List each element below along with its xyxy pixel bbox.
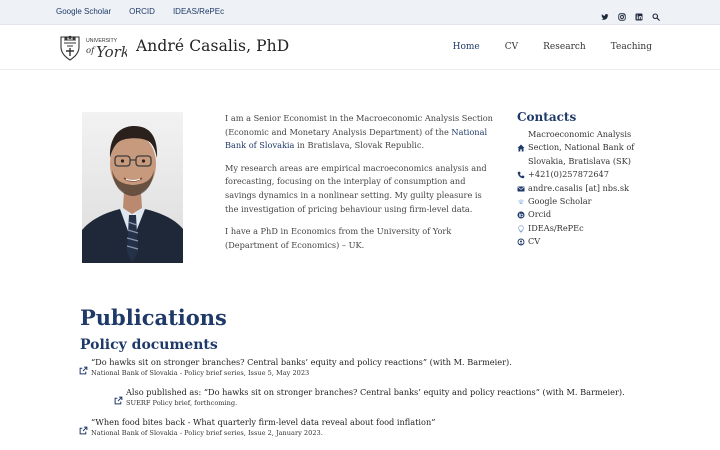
site-title[interactable]: André Casalis, PhD	[136, 37, 290, 55]
main-nav	[453, 42, 652, 52]
home-icon	[517, 141, 528, 168]
contact-phone[interactable]	[517, 168, 637, 181]
contact-ideas-repec[interactable]	[517, 222, 637, 235]
contacts-title: Contacts	[517, 110, 577, 124]
publication-title[interactable]: “When food bites back - What quarterly firm-level data reveal about food inflation”	[91, 417, 436, 427]
social-icons	[601, 6, 660, 14]
policy-documents-heading: Policy documents	[80, 337, 218, 353]
national-bank-link[interactable]: National Bank of Slovakia	[225, 126, 488, 151]
contact-text: Google Scholar	[528, 196, 592, 207]
nav-research[interactable]: Research	[543, 42, 586, 52]
site-header	[0, 25, 720, 70]
envelope-icon	[517, 182, 528, 195]
publication-item	[126, 387, 625, 409]
contact-text: Section, National Bank of Slovakia, Bratislava (SK)	[528, 142, 635, 166]
svg-text:York: York	[96, 43, 127, 61]
nav-teaching[interactable]: Teaching	[610, 42, 652, 52]
external-link-icon[interactable]	[114, 396, 123, 405]
university-of-york-logo[interactable]	[59, 34, 127, 62]
contact-address	[517, 141, 637, 168]
top-link-orcid[interactable]: ORCID	[129, 7, 155, 16]
contact-orcid[interactable]	[517, 208, 637, 221]
top-bar	[0, 0, 720, 25]
contact-google-scholar[interactable]	[517, 195, 637, 208]
lightbulb-icon	[517, 222, 528, 235]
phone-icon	[517, 168, 528, 181]
contacts-section	[517, 110, 637, 249]
contact-text: IDEAs/RePEc	[528, 222, 584, 233]
twitter-icon[interactable]	[601, 6, 609, 14]
orcid-icon	[517, 208, 528, 221]
bio-paragraph-2: My research areas are empirical macroeconomics analysis and forecasting, focusing on the interplay of consumption and savings dynamics in a nonlinear setting. My guilty pleasure is the investigation of pricing behaviour using firm-level data.	[225, 162, 487, 214]
cv-icon	[517, 235, 528, 248]
contact-text: andre.casalis [at] nbs.sk	[528, 182, 629, 193]
contact-address-line-1	[517, 128, 637, 141]
contact-email[interactable]	[517, 182, 637, 195]
contact-text: +421(0)257872647	[528, 169, 609, 180]
top-link-ideas-repec[interactable]: IDEAS/RePEc	[172, 7, 225, 16]
external-link-icon[interactable]	[79, 426, 88, 435]
graduation-cap-icon	[517, 195, 528, 208]
bio-paragraph-3: I have a PhD in Economics from the University of York (Department of Economics) – UK.	[225, 226, 452, 250]
profile-photo	[82, 112, 183, 263]
publication-title[interactable]: “Do hawks sit on stronger branches? Central banks’ equity and policy reactions” (with M. Barmeier).	[91, 357, 512, 367]
top-link-google-scholar[interactable]: Google Scholar	[56, 7, 112, 16]
svg-text:UNIVERSITY: UNIVERSITY	[86, 38, 118, 44]
publications-heading: Publications	[80, 305, 227, 330]
nav-home[interactable]: Home	[452, 42, 480, 52]
contact-text: Orcid	[528, 209, 552, 220]
publication-meta: SUERF Policy brief, forthcoming.	[126, 399, 238, 407]
publication-title[interactable]: Also published as: “Do hawks sit on stronger branches? Central banks’ equity and policy reactions” (with M. Barmeier).	[126, 387, 625, 397]
top-links	[56, 7, 224, 16]
bio-section	[225, 112, 493, 261]
instagram-icon[interactable]	[618, 6, 626, 14]
contact-cv[interactable]	[517, 235, 637, 248]
nav-cv[interactable]: CV	[504, 42, 519, 52]
svg-text:of: of	[86, 46, 95, 56]
external-link-icon[interactable]	[79, 366, 88, 375]
bio-text: in Bratislava, Slovak Republic.	[294, 140, 425, 151]
publication-meta: National Bank of Slovakia - Policy brief series, Issue 5, May 2023	[91, 369, 310, 377]
publication-meta: National Bank of Slovakia - Policy brief series, Issue 2, January 2023.	[91, 429, 323, 437]
linkedin-icon[interactable]	[635, 6, 643, 14]
search-icon[interactable]	[652, 6, 660, 14]
contact-text: Macroeconomic Analysis	[528, 129, 632, 139]
publication-item	[91, 357, 512, 379]
contact-text: CV	[528, 236, 541, 247]
publication-item	[91, 417, 435, 439]
bio-text: I am a Senior Economist in the Macroeconomic Analysis Section (Economic and Monetary Analysis Department) of the	[225, 113, 493, 137]
bio-paragraph-1	[225, 112, 493, 153]
